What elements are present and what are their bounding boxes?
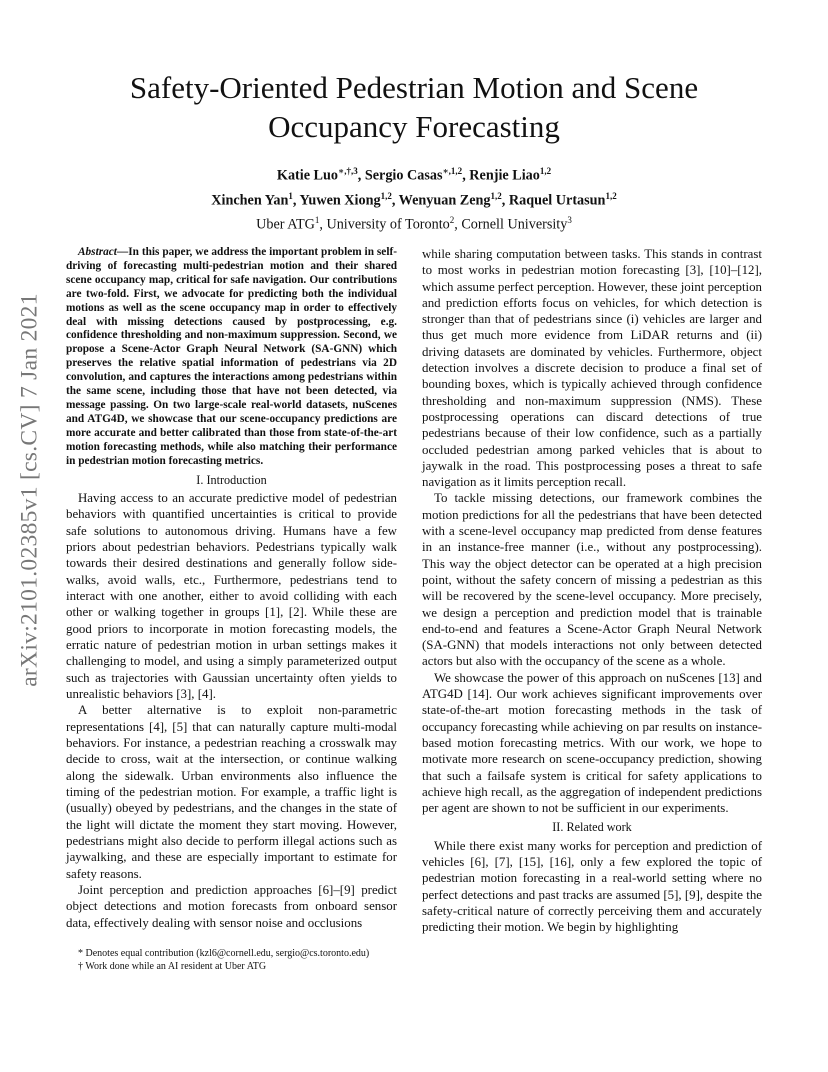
abstract-text: —In this paper, we address the important problem in self-driving of forecasting multi-pedestrian motion and their shared scene occupancy map, critical for safe navigation. Our contributions are two-fold. First, we advocate for predicting both the individual motions as well as the scene occupancy map in order to effectively deal with missing detections caused by postprocessing, e.g. confidence thresholding and non-maximum suppression. Second, we propose a Scene-Actor Graph Neural Network (SA-GNN) which preserves the relative spatial information of pedestrians via 2D convolution, and captures the interactions among pedestrians within the same scene, including those that have not been detected, via message passing. On two large-scale real-world datasets, nuScenes and ATG4D, we showcase that our scene-occupancy predictions are more accurate and better calibrated than those from state-of-the-art motion forecasting methods, while also matching their performance in pedestrian motion forecasting metrics. — [66, 246, 397, 467]
author-block — [60, 161, 768, 235]
intro-paragraph: A better alternative is to exploit non-parametric representations [4], [5] that can naturally capture multi-modal behaviors. For instance, a pedestrian reaching a crosswalk may decide to cross, wait at the intersection, or continue walking along the sidewalk. Urban environments also influence the timing of the pedestrian motion. For example, a traffic light is (usually) obeyed by pedestrians, and the changes in the state of the light will dictate the moment they start moving. However, pedestrians might also decide to perform illegal actions such as jaywalking, and these are especially important to estimate for safety reasons. — [66, 703, 397, 881]
abstract-label: Abstract — [78, 246, 117, 258]
section-heading-related-work: II. Related work — [552, 820, 632, 835]
left-column — [66, 246, 397, 931]
right-column — [422, 246, 762, 935]
body-paragraph: To tackle missing detections, our framework combines the motion predictions for all the pedestrians that have been detected with a scene-level occupancy map predicted from dense features in an instance-free manner (i.e., without any postprocessing). This way the object detector can be operated at a high precision point, without the safety concern of missing a pedestrian as this will be recovered by the scene-level occupancy. More precisely, we design a perception and prediction model that is trainable end-to-end and features a Scene-Actor Graph Neural Network (SA-GNN) that models interactions not only between detected actors but also with the occupancy of the scene as a whole. — [422, 491, 762, 669]
paper-title — [60, 68, 768, 146]
footnote: † Work done while an AI resident at Uber ATG — [78, 961, 267, 972]
footnotes — [66, 947, 406, 973]
authors-line-1: Katie Luo$^{∗,\dagger,3}$, Sergio Casas$^{∗,1,2}$, Renjie Liao$^{1,2}$ — [276, 166, 552, 184]
body-paragraph: while sharing computation between tasks. This stands in contrast to most works in pedestrian motion forecasting [3], [10]–[12], which assume perfect perception. However, these joint perception and prediction efforts focus on vehicles, for which detection is stronger than that of pedestrians since (i) vehicles are larger and thus get much more evidence from LiDAR returns and (ii) driving datasets are dominated by vehicles. Furthermore, object detection involves a discrete decision to produce a final set of bounding boxes, which is typically achieved through confidence thresholding and non-maximum suppression (NMS). These postprocessing operations can discard detections of true pedestrians because of their low confidence, such as a partially occluded pedestrian among parked vehicles that is about to jaywalk in the road. This postprocessing poses a threat to safe navigation as it limits perception recall. — [422, 247, 762, 490]
body-paragraph: While there exist many works for perception and prediction of vehicles [6], [7], [15], [16], only a few explored the topic of pedestrian motion forecasting in a real-world setting where no perfect detections and past tracks are assumed [5], [9], despite the safety-critical nature of correctly perceiving them and accurately predicting their motion. We begin by highlighting — [422, 838, 762, 935]
title-line-1: Safety-Oriented Pedestrian Motion and Scene — [129, 70, 699, 105]
body-paragraph: We showcase the power of this approach on nuScenes [13] and ATG4D [14]. Our work achieves significant improvements over state-of-the-art motion forecasting methods in the task of occupancy forecasting while achieving on par results on instance-based motion forecasting metrics. With our work, we hope to motivate more research on scene-occupancy prediction, showing that such a failsafe system is critical for safety applications to achieve high recall, as the aggregation of independent predictions per agent are shown to not be sufficient in our experiments. — [422, 670, 762, 816]
authors-line-2: Xinchen Yan$^1$, Yuwen Xiong$^{1,2}$, Wenyuan Zeng$^{1,2}$, Raquel Urtasun$^{1,2}$ — [211, 190, 617, 209]
intro-paragraph: Joint perception and prediction approaches [6]–[9] predict object detections and motion forecasts from onboard sensor data, effectively dealing with sensor noise and occlusions — [66, 883, 397, 930]
title-line-2: Occupancy Forecasting — [268, 109, 560, 144]
footnote: * Denotes equal contribution (kzl6@cornell.edu, sergio@cs.toronto.edu) — [78, 948, 370, 959]
arxiv-stamp — [10, 293, 50, 687]
affiliations: Uber ATG$^1$, University of Toronto$^2$, Cornell University$^3$ — [256, 215, 572, 234]
abstract — [66, 246, 397, 469]
section-heading-introduction: I. Introduction — [196, 472, 267, 487]
intro-paragraph: Having access to an accurate predictive model of pedestrian behaviors with quantified uncertainties is critical to provide safe solutions to autonomous driving. Humans have a few priors about pedestrian behaviors. Pedestrians typically walk towards their desired destinations and generally follow side-walks, avoid walls, etc., Furthermore, pedestrians tend to interact with one another, either to avoid colliding with each other or walking together in groups [1], [2]. While these are good priors to incorporate in motion forecasting models, the erratic nature of pedestrian motion in urban settings makes it challenging to model, and using a simply parameterized output such as trajectories with Gaussian uncertainty often yields to unrealistic behaviors [3], [4]. — [66, 490, 397, 701]
arxiv-id: arXiv:2101.02385v1 [cs.CV] 7 Jan 2021 — [16, 293, 43, 687]
